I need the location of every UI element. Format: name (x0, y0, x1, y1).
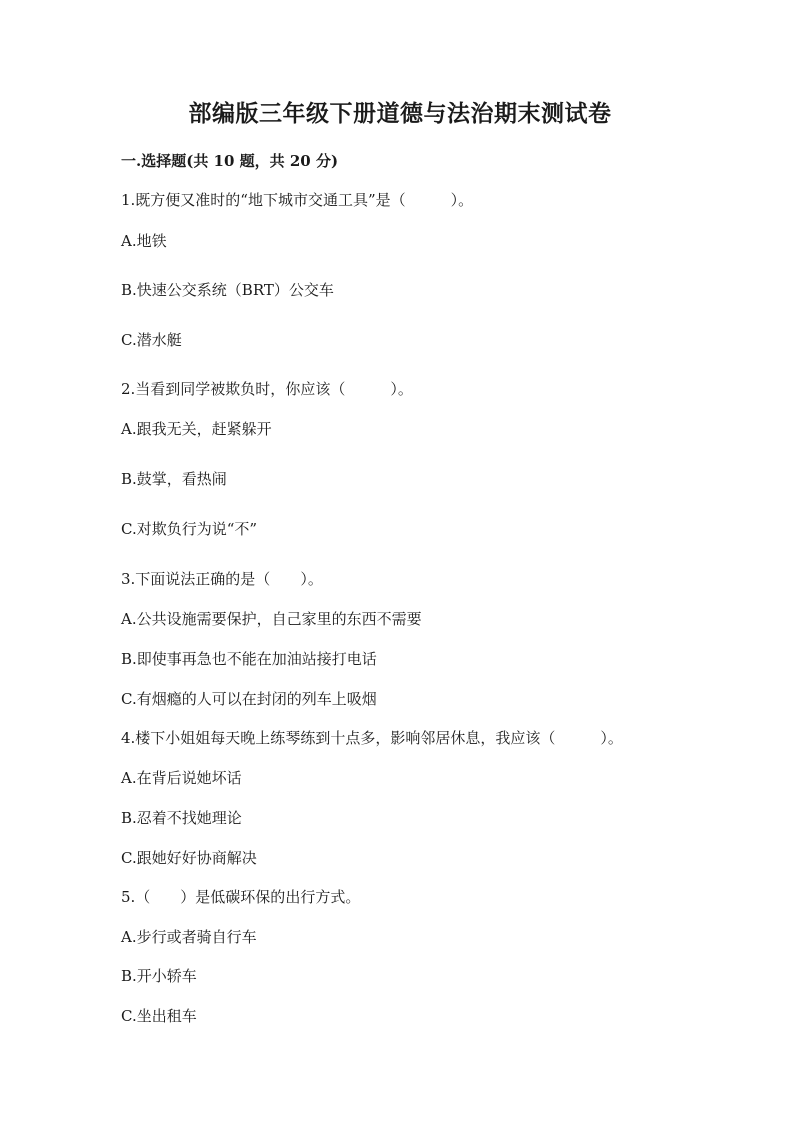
question-1-option-c: C.潜水艇 (121, 331, 182, 349)
question-4-stem: 4.楼下小姐姐每天晚上练琴练到十点多，影响邻居休息，我应该（ ）。 (121, 729, 623, 747)
question-3-stem: 3.下面说法正确的是（ ）。 (121, 570, 323, 588)
question-4-option-b: B.忍着不找她理论 (121, 809, 242, 827)
question-5-option-b: B.开小轿车 (121, 967, 197, 985)
question-3-option-b: B.即使事再急也不能在加油站接打电话 (121, 650, 377, 668)
question-5-stem: 5.（ ）是低碳环保的出行方式。 (121, 888, 361, 906)
question-4-option-a: A.在背后说她坏话 (121, 769, 242, 787)
question-2-option-b: B.鼓掌，看热闹 (121, 470, 227, 488)
question-2-option-a: A.跟我无关，赶紧躲开 (121, 420, 272, 438)
question-2-stem: 2.当看到同学被欺负时，你应该（ ）。 (121, 380, 413, 398)
section-heading: 一.选择题(共 10 题，共 20 分) (121, 152, 339, 170)
question-3-option-a: A.公共设施需要保护，自己家里的东西不需要 (121, 610, 422, 628)
question-3-option-c: C.有烟瘾的人可以在封闭的列车上吸烟 (121, 690, 377, 708)
question-1-option-a: A.地铁 (121, 232, 167, 250)
question-2-option-c: C.对欺负行为说“不” (121, 520, 258, 538)
question-5-option-c: C.坐出租车 (121, 1007, 197, 1025)
question-4-option-c: C.跟她好好协商解决 (121, 849, 257, 867)
question-5-option-a: A.步行或者骑自行车 (121, 928, 257, 946)
question-1-stem: 1.既方便又准时的“地下城市交通工具”是（ ）。 (121, 191, 474, 209)
question-1-option-b: B.快速公交系统（BRT）公交车 (121, 281, 334, 299)
page-title: 部编版三年级下册道德与法治期末测试卷 (188, 100, 612, 127)
